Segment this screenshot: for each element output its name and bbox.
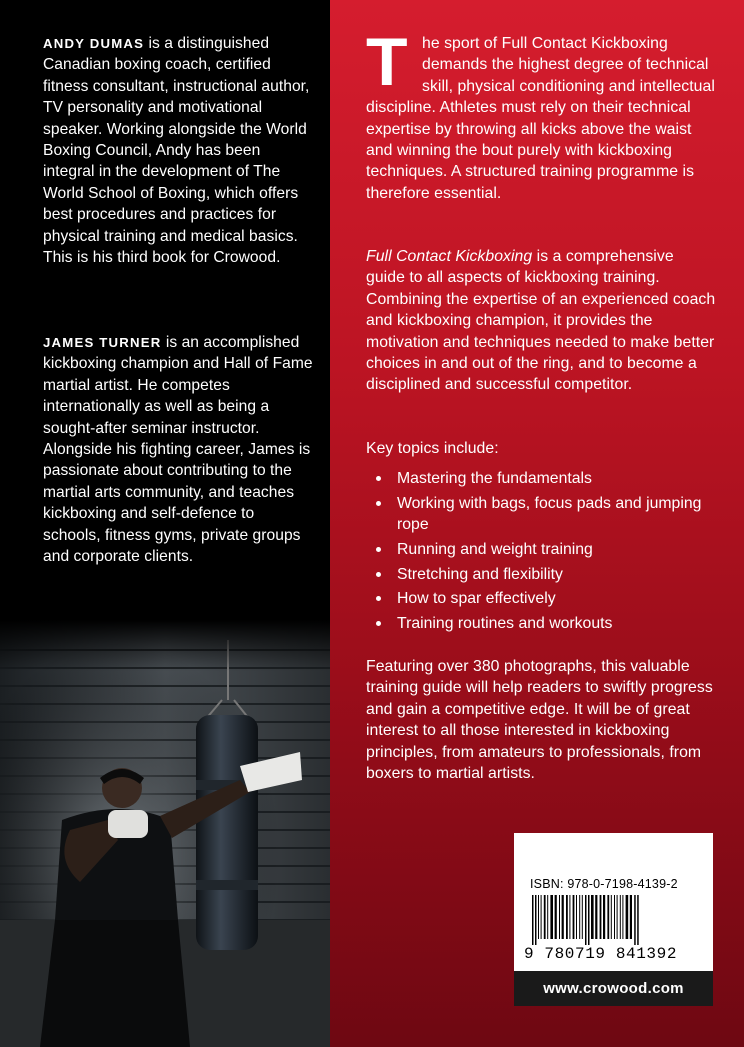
barcode-bar	[532, 895, 534, 945]
author-bio-text: is an accomplished kickboxing champion and Hall of Fame martial artist. He competes internationally as well as being a sought-after seminar instructor. Alongside his fighting career, James is passionate about contributing to the martial arts community, and teaches kickboxing and self-defence to schools, fitness gyms, private groups and corporate clients.	[43, 334, 313, 566]
barcode-bar	[595, 895, 597, 939]
barcode-bar	[620, 895, 621, 939]
barcode-bar	[550, 895, 553, 939]
drop-cap: T	[366, 24, 406, 100]
topic-label: Training routines and workouts	[397, 614, 613, 632]
isbn-label: ISBN: 978-0-7198-4139-2	[530, 877, 678, 891]
website-link[interactable]: www.crowood.com	[514, 971, 713, 1006]
topics-list	[366, 468, 716, 638]
topic-label: Mastering the fundamentals	[397, 470, 592, 487]
barcode-bar	[555, 895, 557, 939]
list-item	[366, 613, 716, 634]
barcode-bar	[626, 895, 629, 939]
barcode-bar	[566, 895, 568, 939]
barcode-bar	[637, 895, 639, 945]
topic-label: Running and weight training	[397, 540, 593, 558]
right-panel	[330, 0, 744, 1047]
bullet-icon	[376, 547, 381, 552]
intro-paragraph	[366, 24, 716, 204]
barcode-bar	[622, 895, 623, 939]
left-panel	[0, 0, 330, 1047]
barcode-bar	[588, 895, 590, 945]
author-bio-text: is a distinguished Canadian boxing coach, certified fitness consultant, instructional author, TV personality and motivational speaker. Working alongside the World Boxing Council, Andy has been integral in the development of The World School of Boxing, which offers best procedures and practices for physical training and medical basics. This is his third book for Crowood.	[43, 35, 310, 267]
topic-label: Working with bags, focus pads and jumping rope	[397, 494, 702, 534]
topic-label: Stretching and flexibility	[397, 565, 563, 583]
barcode-bar	[630, 895, 632, 939]
barcode-bar	[603, 895, 605, 939]
barcode-bar	[538, 895, 539, 939]
barcode-bar	[541, 895, 542, 939]
barcode-bar	[634, 895, 636, 945]
barcode-bar	[607, 895, 609, 939]
barcode-bar	[614, 895, 615, 939]
intro-text: he sport of Full Contact Kickboxing demands the highest degree of technical skill, physical conditioning and intellectual discipline. Athletes must rely on their technical expertise by throwing all kicks above the waist and winning the bout purely with kickboxing techniques. A structured training programme is therefore essential.	[366, 35, 715, 202]
barcode-bar	[617, 895, 618, 939]
barcode-bar	[535, 895, 537, 945]
list-item	[366, 468, 716, 489]
barcode-bar	[573, 895, 575, 939]
barcode-bar	[611, 895, 612, 939]
author-name: JAMES TURNER	[43, 335, 162, 350]
list-item	[366, 588, 716, 609]
bullet-icon	[376, 501, 381, 506]
barcode-bar	[576, 895, 577, 939]
barcode-bar	[582, 895, 583, 939]
list-item	[366, 564, 716, 585]
bullet-icon	[376, 596, 381, 601]
book-title: Full Contact Kickboxing	[366, 248, 533, 265]
bullet-icon	[376, 572, 381, 577]
author-name: ANDY DUMAS	[43, 36, 145, 51]
barcode-bar	[569, 895, 570, 939]
summary-paragraph	[366, 246, 716, 396]
author-bio-james	[43, 332, 313, 567]
barcode-bars	[530, 895, 698, 945]
cover-photo-kickboxer	[0, 620, 330, 1047]
topic-label: How to spar effectively	[397, 590, 556, 608]
barcode-bar	[547, 895, 548, 939]
bullet-icon	[376, 621, 381, 626]
topics-heading: Key topics include:	[366, 440, 499, 457]
barcode-bar	[544, 895, 546, 939]
barcode-bar	[562, 895, 564, 939]
closing-paragraph: Featuring over 380 photographs, this valuable training guide will help readers to swiftly progress and gain a competitive edge. It will be of great interest to all those interested in kickboxing principles, from amateurs to professionals, from boxers to martial artists.	[366, 658, 713, 783]
barcode-bar	[585, 895, 587, 945]
list-item	[366, 493, 716, 536]
bullet-icon	[376, 476, 381, 481]
barcode-bar	[600, 895, 602, 939]
barcode-box	[514, 833, 713, 971]
author-bio-andy	[43, 33, 313, 268]
list-item	[366, 539, 716, 560]
summary-text: is a comprehensive guide to all aspects of kickboxing training. Combining the expertise of an experienced coach and kickboxing champion, it provides the motivation and techniques needed to make better choices in and out of the ring, and to become a disciplined and successful competitor.	[366, 248, 716, 394]
barcode-bar	[579, 895, 580, 939]
barcode-bar	[559, 895, 560, 939]
barcode-bar	[591, 895, 594, 939]
barcode-digits: 9 780719 841392	[524, 945, 678, 963]
